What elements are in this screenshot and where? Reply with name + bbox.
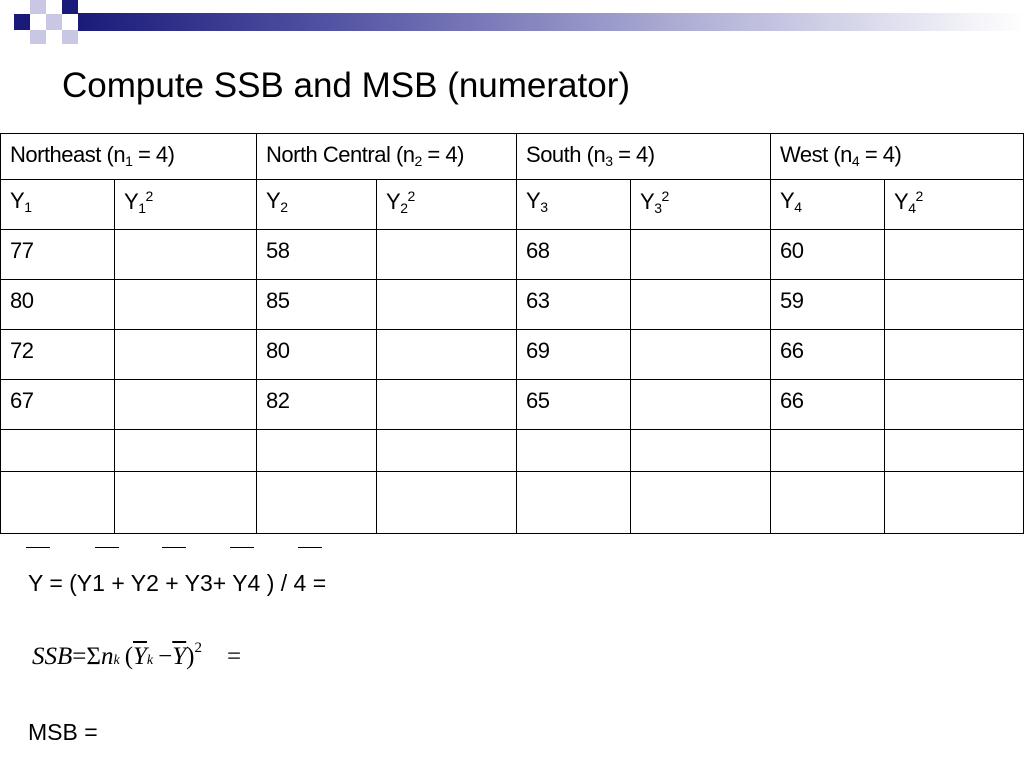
group-header-northeast: Northeast $(n_1 = 4)$ (1, 134, 257, 180)
group-header-row (1, 134, 1024, 180)
deco-square-light (30, 30, 46, 44)
table-cell-empty (631, 472, 771, 534)
group-header-north-central: North Central $(n_2 = 4)$ (257, 134, 517, 180)
table-cell: 66 (771, 380, 885, 430)
table-cell: 82 (257, 380, 377, 430)
group-header-south: South $(n_3 = 4)$ (517, 134, 771, 180)
table-cell-empty (631, 430, 771, 472)
msb-label: MSB = (28, 719, 98, 745)
ssb-formula: SSB=Σnk $(\overline{Y}k -\overline{Y})^2$ = (32, 640, 242, 670)
table-row (1, 280, 1024, 330)
table-cell-empty (631, 380, 771, 430)
data-table (0, 133, 1024, 534)
table-cell-empty (377, 230, 517, 280)
table-cell: 58 (257, 230, 377, 280)
table-cell: 80 (257, 330, 377, 380)
deco-square-light (30, 0, 46, 14)
table-cell-empty (631, 280, 771, 330)
header-gradient-bar (78, 13, 1024, 31)
table-cell: 69 (517, 330, 631, 380)
table-cell-empty (1, 472, 115, 534)
table-row (1, 330, 1024, 380)
table-cell-empty (771, 472, 885, 534)
table-cell-empty (115, 230, 257, 280)
header-decoration (0, 0, 1024, 50)
deco-square-navy (14, 14, 30, 30)
table-cell-empty (631, 230, 771, 280)
table-cell: 85 (257, 280, 377, 330)
table-cell: 77 (1, 230, 115, 280)
col-label-y3: $Y_3$ (517, 180, 631, 230)
table-cell-empty (115, 330, 257, 380)
deco-square-navy (62, 0, 78, 14)
table-cell-empty (771, 430, 885, 472)
table-cell-empty (377, 380, 517, 430)
table-cell-empty (257, 472, 377, 534)
table-row (1, 230, 1024, 280)
col-label-y1: $Y_1$ (1, 180, 115, 230)
table-cell-empty (885, 472, 1024, 534)
table-cell-empty (115, 380, 257, 430)
table-cell-empty (377, 430, 517, 472)
mean-overline (162, 547, 186, 548)
col-label-y4-squared: $Y_4^2$ (885, 180, 1024, 230)
table-cell: 65 (517, 380, 631, 430)
col-label-y3-squared: $Y_3^2$ (631, 180, 771, 230)
table-cell-empty (885, 230, 1024, 280)
table-cell: 66 (771, 330, 885, 380)
table-cell-empty (517, 430, 631, 472)
table-row-empty (1, 430, 1024, 472)
table-cell: 60 (771, 230, 885, 280)
col-label-y2: $Y_2$ (257, 180, 377, 230)
table-cell-empty (631, 330, 771, 380)
table-row (1, 380, 1024, 430)
table-cell-empty (377, 330, 517, 380)
table-cell-empty (377, 472, 517, 534)
column-label-row (1, 180, 1024, 230)
table-cell: 63 (517, 280, 631, 330)
col-label-y2-squared: $Y_2^2$ (377, 180, 517, 230)
table-cell: 59 (771, 280, 885, 330)
mean-overline (26, 547, 50, 548)
table-cell: 80 (1, 280, 115, 330)
deco-square-light (46, 14, 62, 30)
table-cell-empty (517, 472, 631, 534)
table-cell-empty (885, 280, 1024, 330)
grand-mean-formula: Y = (Y1 + Y2 + Y3+ Y4 ) / 4 = (28, 570, 327, 596)
table-cell-empty (257, 430, 377, 472)
table-cell: 72 (1, 330, 115, 380)
table-cell-empty (885, 330, 1024, 380)
table-cell-empty (115, 280, 257, 330)
mean-overline (230, 547, 254, 548)
table-cell-empty (115, 472, 257, 534)
table-cell-empty (1, 430, 115, 472)
table-cell-empty (377, 280, 517, 330)
mean-overline (95, 547, 119, 548)
col-label-y1-squared: $Y_1^2$ (115, 180, 257, 230)
deco-square-light (62, 30, 78, 44)
table-cell-empty (115, 430, 257, 472)
table-row-empty (1, 472, 1024, 534)
table-cell-empty (885, 380, 1024, 430)
table-cell: 67 (1, 380, 115, 430)
table-cell: 68 (517, 230, 631, 280)
slide-title: Compute SSB and MSB (numerator) (62, 66, 631, 105)
col-label-y4: $Y_4$ (771, 180, 885, 230)
group-header-west: West $(n_4 = 4)$ (771, 134, 1024, 180)
mean-overline (298, 547, 322, 548)
table-cell-empty (885, 430, 1024, 472)
